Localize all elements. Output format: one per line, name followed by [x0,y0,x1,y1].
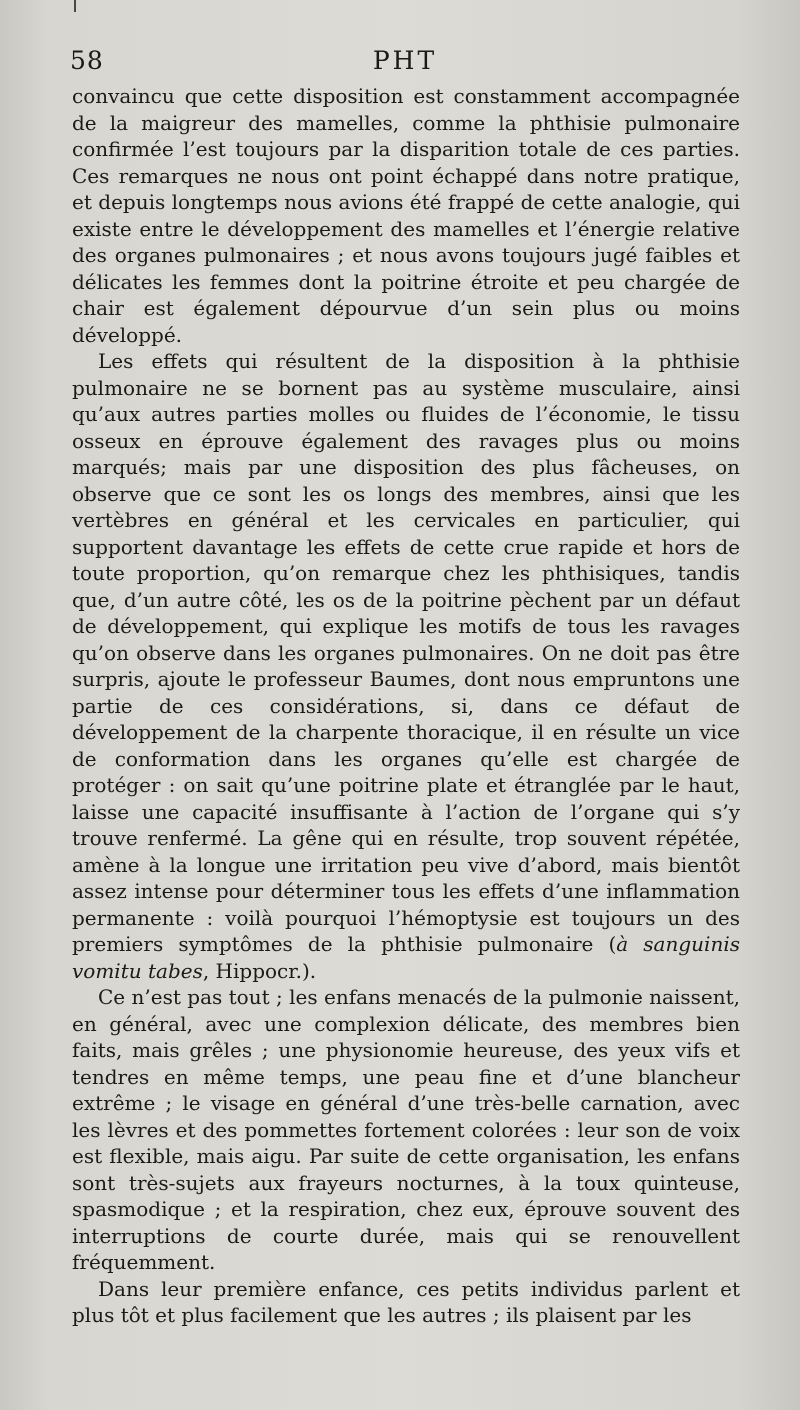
running-head: PHT [372,46,438,75]
citation-hippocrates: , Hippocr.). [202,958,317,983]
page-edge-mark [74,0,76,12]
page-number: 58 [70,46,104,75]
paragraph-3 [72,984,740,1276]
paragraph-3-text: Ce n’est pas tout ; les enfans menacés de la pulmonie naissent, en général, avec une complexion délicate, des membres bien faits, mais grêles ; une physionomie heureuse, des yeux vifs et tendres en même temps, une peau fine et d’une blancheur extrême ; le visage en général d’une très-belle carnation, avec les lèvres et des pommettes fortement colorées : leur son de voix est flexible, mais aigu. Par suite de cette organisation, les enfans sont très-sujets aux frayeurs nocturnes, à la toux quinteuse, spasmodique ; et la respiration, chez eux, éprouve souvent des interruptions de courte durée, mais qui se renouvellent fréquemment. [72,985,740,1274]
paragraph-1-text: convaincu que cette disposition est constamment accompagnée de la maigreur des mamelles, comme la phthisie pulmonaire confirmée l’est toujours par la disparition totale de ces parties. Ces remarques ne nous ont point échappé dans notre pratique, et depuis longtemps nous avions été frappé de cette analogie, qui existe entre le développement des mamelles et l’énergie relative des organes pulmonaires ; et nous avons toujours jugé faibles et délicates les femmes dont la poitrine étroite et peu chargée de chair est également dépourvue d’un sein plus ou moins développé. [72,84,740,347]
paragraph-2-text: Les effets qui résultent de la disposition à la phthisie pulmonaire ne se bornent pas au système musculaire, ainsi qu’aux autres parties molles ou fluides de l’économie, le tissu osseux en éprouve également des ravages plus ou moins marqués; mais par une disposition des plus fâcheuses, on observe que ce sont les os longs des membres, ainsi que les vertèbres en général et les cervicales en particulier, qui supportent davantage les effets de cette crue rapide et hors de toute proportion, qu’on remarque chez les phthisiques, tandis que, d’un autre côté, les os de la poitrine pèchent par un défaut de développement, qui explique les motifs de tous les ravages qu’on observe dans les organes pulmonaires. On ne doit pas être surpris, ajoute le professeur Baumes, dont nous empruntons une partie de ces considérations, si, dans ce défaut de développement de la charpente thoracique, il en résulte un vice de conformation dans les organes qu’elle est chargée de protéger : on sait qu’une poitrine plate et étranglée par le haut, laisse une capacité insuffisante à l’action de l’organe qui s’y trouve renfermé. La gêne qui en résulte, trop souvent répétée, amène à la longue une irritation peu vive d’abord, mais bientôt assez intense pour déterminer tous les effets d’une inflammation permanente : voilà pourquoi l’hémoptysie est toujours un des premiers symptômes de la phthisie pulmonaire ( [72,349,740,956]
paragraph-2 [72,348,740,984]
paragraph-1 [72,83,740,348]
latin-quotation: à sanguinis vomitu tabes [72,932,740,983]
paragraph-4-text: Dans leur première enfance, ces petits individus parlent et plus tôt et plus facilement que les autres ; ils plaisent par les [72,1276,740,1327]
paragraph-4 [72,1276,740,1329]
body-text [72,83,740,1329]
page-header [70,46,740,80]
